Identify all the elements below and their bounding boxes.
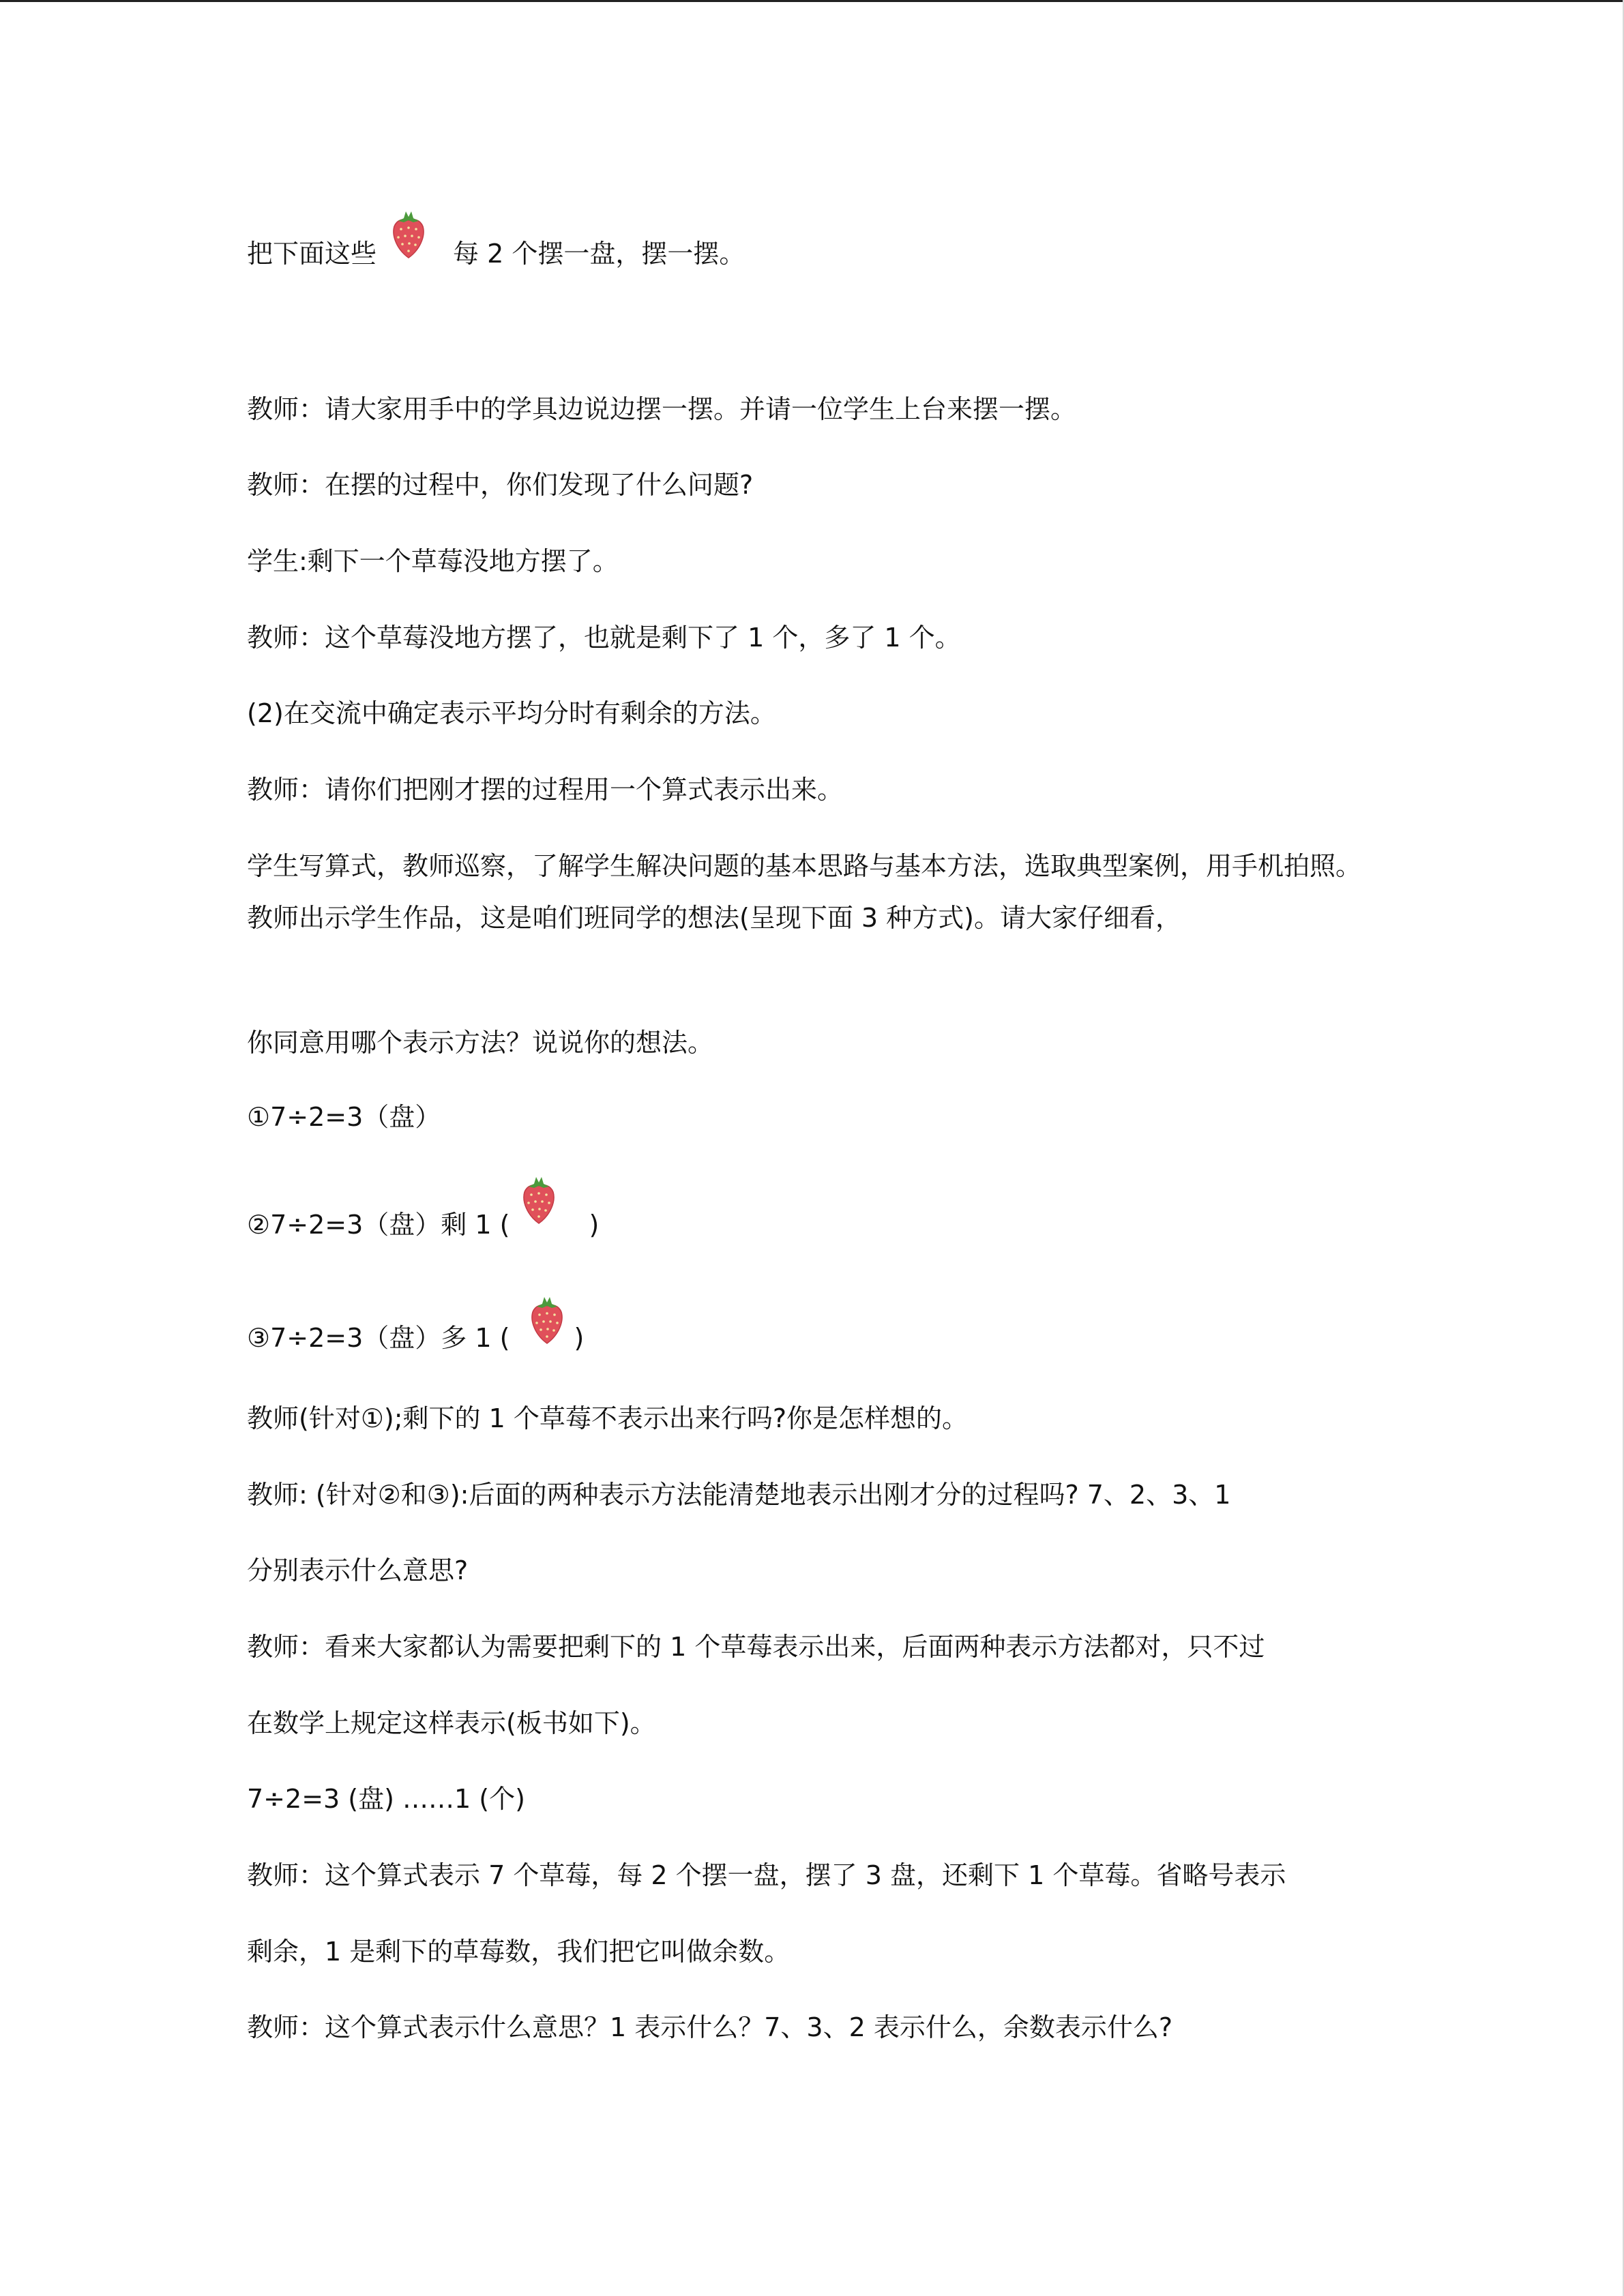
intro-text-after: 每 2 个摆一盘，摆一摆。: [453, 239, 745, 269]
paragraph-teacher-6-cont: 分别表示什么意思?: [247, 1555, 469, 1585]
paragraph-teacher-3: 教师：这个草莓没地方摆了，也就是剩下了 1 个，多了 1 个。: [247, 623, 961, 653]
page-top-border: [0, 0, 1624, 2]
paragraph-question: 你同意用哪个表示方法？说说你的想法。: [247, 1028, 714, 1058]
paragraph-teacher-9: 教师：这个算式表示什么意思？1 表示什么？7、3、2 表示什么，余数表示什么?: [247, 2012, 1173, 2042]
option-1: ①7÷2=3（盘）: [247, 1102, 441, 1132]
intro-text-before: 把下面这些: [247, 239, 377, 269]
paragraph-teacher-8-cont: 剩余，1 是剩下的草莓数，我们把它叫做余数。: [247, 1937, 791, 1967]
paragraph-student-work: 学生写算式，教师巡察，了解学生解决问题的基本思路与基本方法，选取典型案例，用手机拍照。教师出示学生作品，这是咱们班同学的想法(呈现下面 3 种方式)。请大家仔细看，: [247, 851, 1362, 933]
paragraph-teacher-5: 教师(针对①);剩下的 1 个草莓不表示出来行吗?你是怎样想的。: [247, 1403, 969, 1433]
option-2-text: ②7÷2=3（盘）剩 1 (: [247, 1210, 510, 1240]
paragraph-teacher-8: 教师：这个算式表示 7 个草莓，每 2 个摆一盘，摆了 3 盘，还剩下 1 个草莓。省略号表示: [247, 1860, 1286, 1890]
paragraph-teacher-6: 教师: (针对②和③):后面的两种表示方法能清楚地表示出刚才分的过程吗? 7、2、3、1: [247, 1480, 1231, 1510]
paragraph-teacher-7-cont: 在数学上规定这样表示(板书如下)。: [247, 1708, 656, 1738]
option-2-close: ): [589, 1210, 600, 1240]
paragraph-student-1: 学生:剩下一个草莓没地方摆了。: [247, 546, 619, 576]
option-3-text: ③7÷2=3（盘）多 1 (: [247, 1323, 510, 1353]
board-equation: 7÷2=3 (盘) ……1 (个): [247, 1784, 525, 1814]
paragraph-teacher-4: 教师：请你们把刚才摆的过程用一个算式表示出来。: [247, 775, 844, 805]
option-2: [247, 1199, 1406, 1251]
intro-line: [247, 228, 1406, 280]
option-3: [247, 1312, 1406, 1364]
paragraph-teacher-7: 教师：看来大家都认为需要把剩下的 1 个草莓表示出来，后面两种表示方法都对，只不过: [247, 1632, 1265, 1662]
strawberry-icon: [389, 228, 428, 280]
strawberry-icon: [519, 1199, 559, 1251]
paragraph-section-2: (2)在交流中确定表示平均分时有剩余的方法。: [247, 698, 776, 728]
paragraph-teacher-2: 教师：在摆的过程中，你们发现了什么问题?: [247, 470, 754, 500]
option-3-close: ): [574, 1323, 585, 1353]
strawberry-icon: [527, 1312, 567, 1364]
paragraph-teacher-1: 教师：请大家用手中的学具边说边摆一摆。并请一位学生上台来摆一摆。: [247, 394, 1077, 424]
